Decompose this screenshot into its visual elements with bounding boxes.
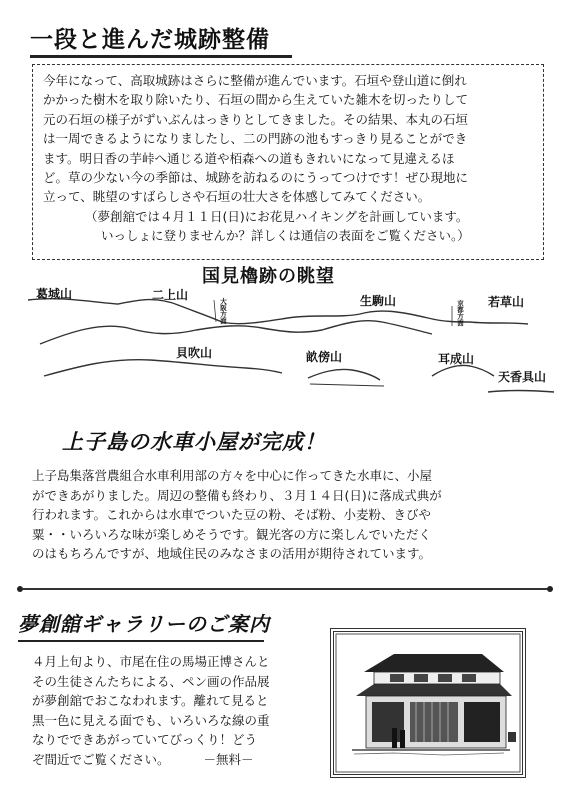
house-pen-drawing xyxy=(334,632,522,774)
amanokagu-hill xyxy=(488,391,554,393)
paragraph-line: のはもちろんですが、地域住民のみなさまの活用が期待されています。 xyxy=(32,546,432,562)
divider-dot-right xyxy=(547,586,553,592)
mountain-label-nijo: 二上山 xyxy=(152,288,189,302)
mountain-label-kibuku: 貝吹山 xyxy=(176,346,213,360)
paragraph-line: ができあがりました。周辺の整備も終わり、３月１４日(日)に落成式典が xyxy=(32,487,442,503)
section-divider xyxy=(22,588,550,590)
panorama-title: 国見櫓跡の眺望 xyxy=(202,266,335,287)
paragraph-line: なりでできあがっていてびっくり！どう xyxy=(32,732,258,748)
paragraph-line: 行われます。これからは水車でついた豆の粉、そば粉、小麦粉、きびや xyxy=(32,507,432,523)
paragraph-line: が夢創舘でおこなわれます。離れて見ると xyxy=(32,693,269,709)
hiking-note-line: いっしょに登りませんか？詳しくは通信の表面をご覧ください。） xyxy=(101,228,470,244)
paragraph-line: 黒一色に見える面でも、いろいろな線の重 xyxy=(32,712,270,728)
miminashi-hill xyxy=(432,365,494,376)
lower-left-hills xyxy=(44,360,282,376)
paragraph-line: ど。草の少ない今の季節は、城跡を訪ねるのにうってつけです！ぜひ現地に xyxy=(43,170,469,186)
mountain-label-unebi: 畝傍山 xyxy=(306,350,343,364)
unebi-hill xyxy=(308,369,380,380)
mountain-label-amanokagu: 天香具山 xyxy=(498,370,547,384)
mountain-label-katsuragi: 葛城山 xyxy=(36,287,73,301)
paragraph-line: その生徒さんたちによる、ペン画の作品展 xyxy=(32,673,270,689)
paragraph-line: ます。明日香の芋峠へ通じる道や栢森への道もきれいになって見違えるほ xyxy=(43,150,455,166)
direction-label-osaka: 大阪方面 xyxy=(219,298,227,324)
gallery-paragraph xyxy=(32,652,322,770)
paragraph-line: 上子島集落営農組合水車利用部の方々を中心に作ってきた水車に、小屋 xyxy=(32,468,433,483)
paragraph-line: 今年になって、高取城跡はさらに整備が進んでいます。石垣や登山道に倒れ xyxy=(43,73,467,88)
water-mill-paragraph xyxy=(32,466,542,564)
free-admission-label: －無料－ xyxy=(203,751,254,767)
paragraph-line: 粟・・いろいろな味が楽しめそうです。観光客の方に楽しんでいただく xyxy=(32,526,432,542)
paragraph-line: 立って、眺望のすばらしさや石垣の壮大さを体感してみてください。 xyxy=(43,189,431,205)
pen-drawing-frame xyxy=(330,628,526,778)
mountain-label-ikoma: 生駒山 xyxy=(360,294,397,308)
paragraph-line: 元の石垣の様子がずいぶんはっきりとしてきました。その結果、本丸の石垣 xyxy=(43,111,469,127)
mountain-label-wakakusa: 若草山 xyxy=(488,295,525,309)
water-mill-title: 上子島の水車小屋が完成！ xyxy=(62,430,326,454)
paragraph-line: かかった樹木を取り除いたり、石垣の間から生えていた雑木を切ったりして xyxy=(43,92,469,108)
paragraph-line: は一周できるようになりましたし、二の門跡の池もすっきり見ることができ xyxy=(43,131,468,147)
hiking-note-line: （夢創舘では４月１１日(日)にお花見ハイキングを計画しています。 xyxy=(85,208,469,224)
gallery-title: 夢創舘ギャラリーのご案内 xyxy=(18,612,270,636)
gallery-title-underline xyxy=(18,640,264,642)
back-ridge-line xyxy=(28,299,528,324)
direction-label-kyoto: 京都方面 xyxy=(456,300,464,326)
mountain-label-miminashi: 耳成山 xyxy=(438,352,475,366)
paragraph-line: ぞ間近でご覧ください。 －無料－ xyxy=(32,751,254,767)
castle-maintenance-title: 一段と進んだ城跡整備 xyxy=(30,26,292,58)
paragraph-line: ４月上旬より、市尾在住の馬場正博さんと xyxy=(32,654,270,669)
